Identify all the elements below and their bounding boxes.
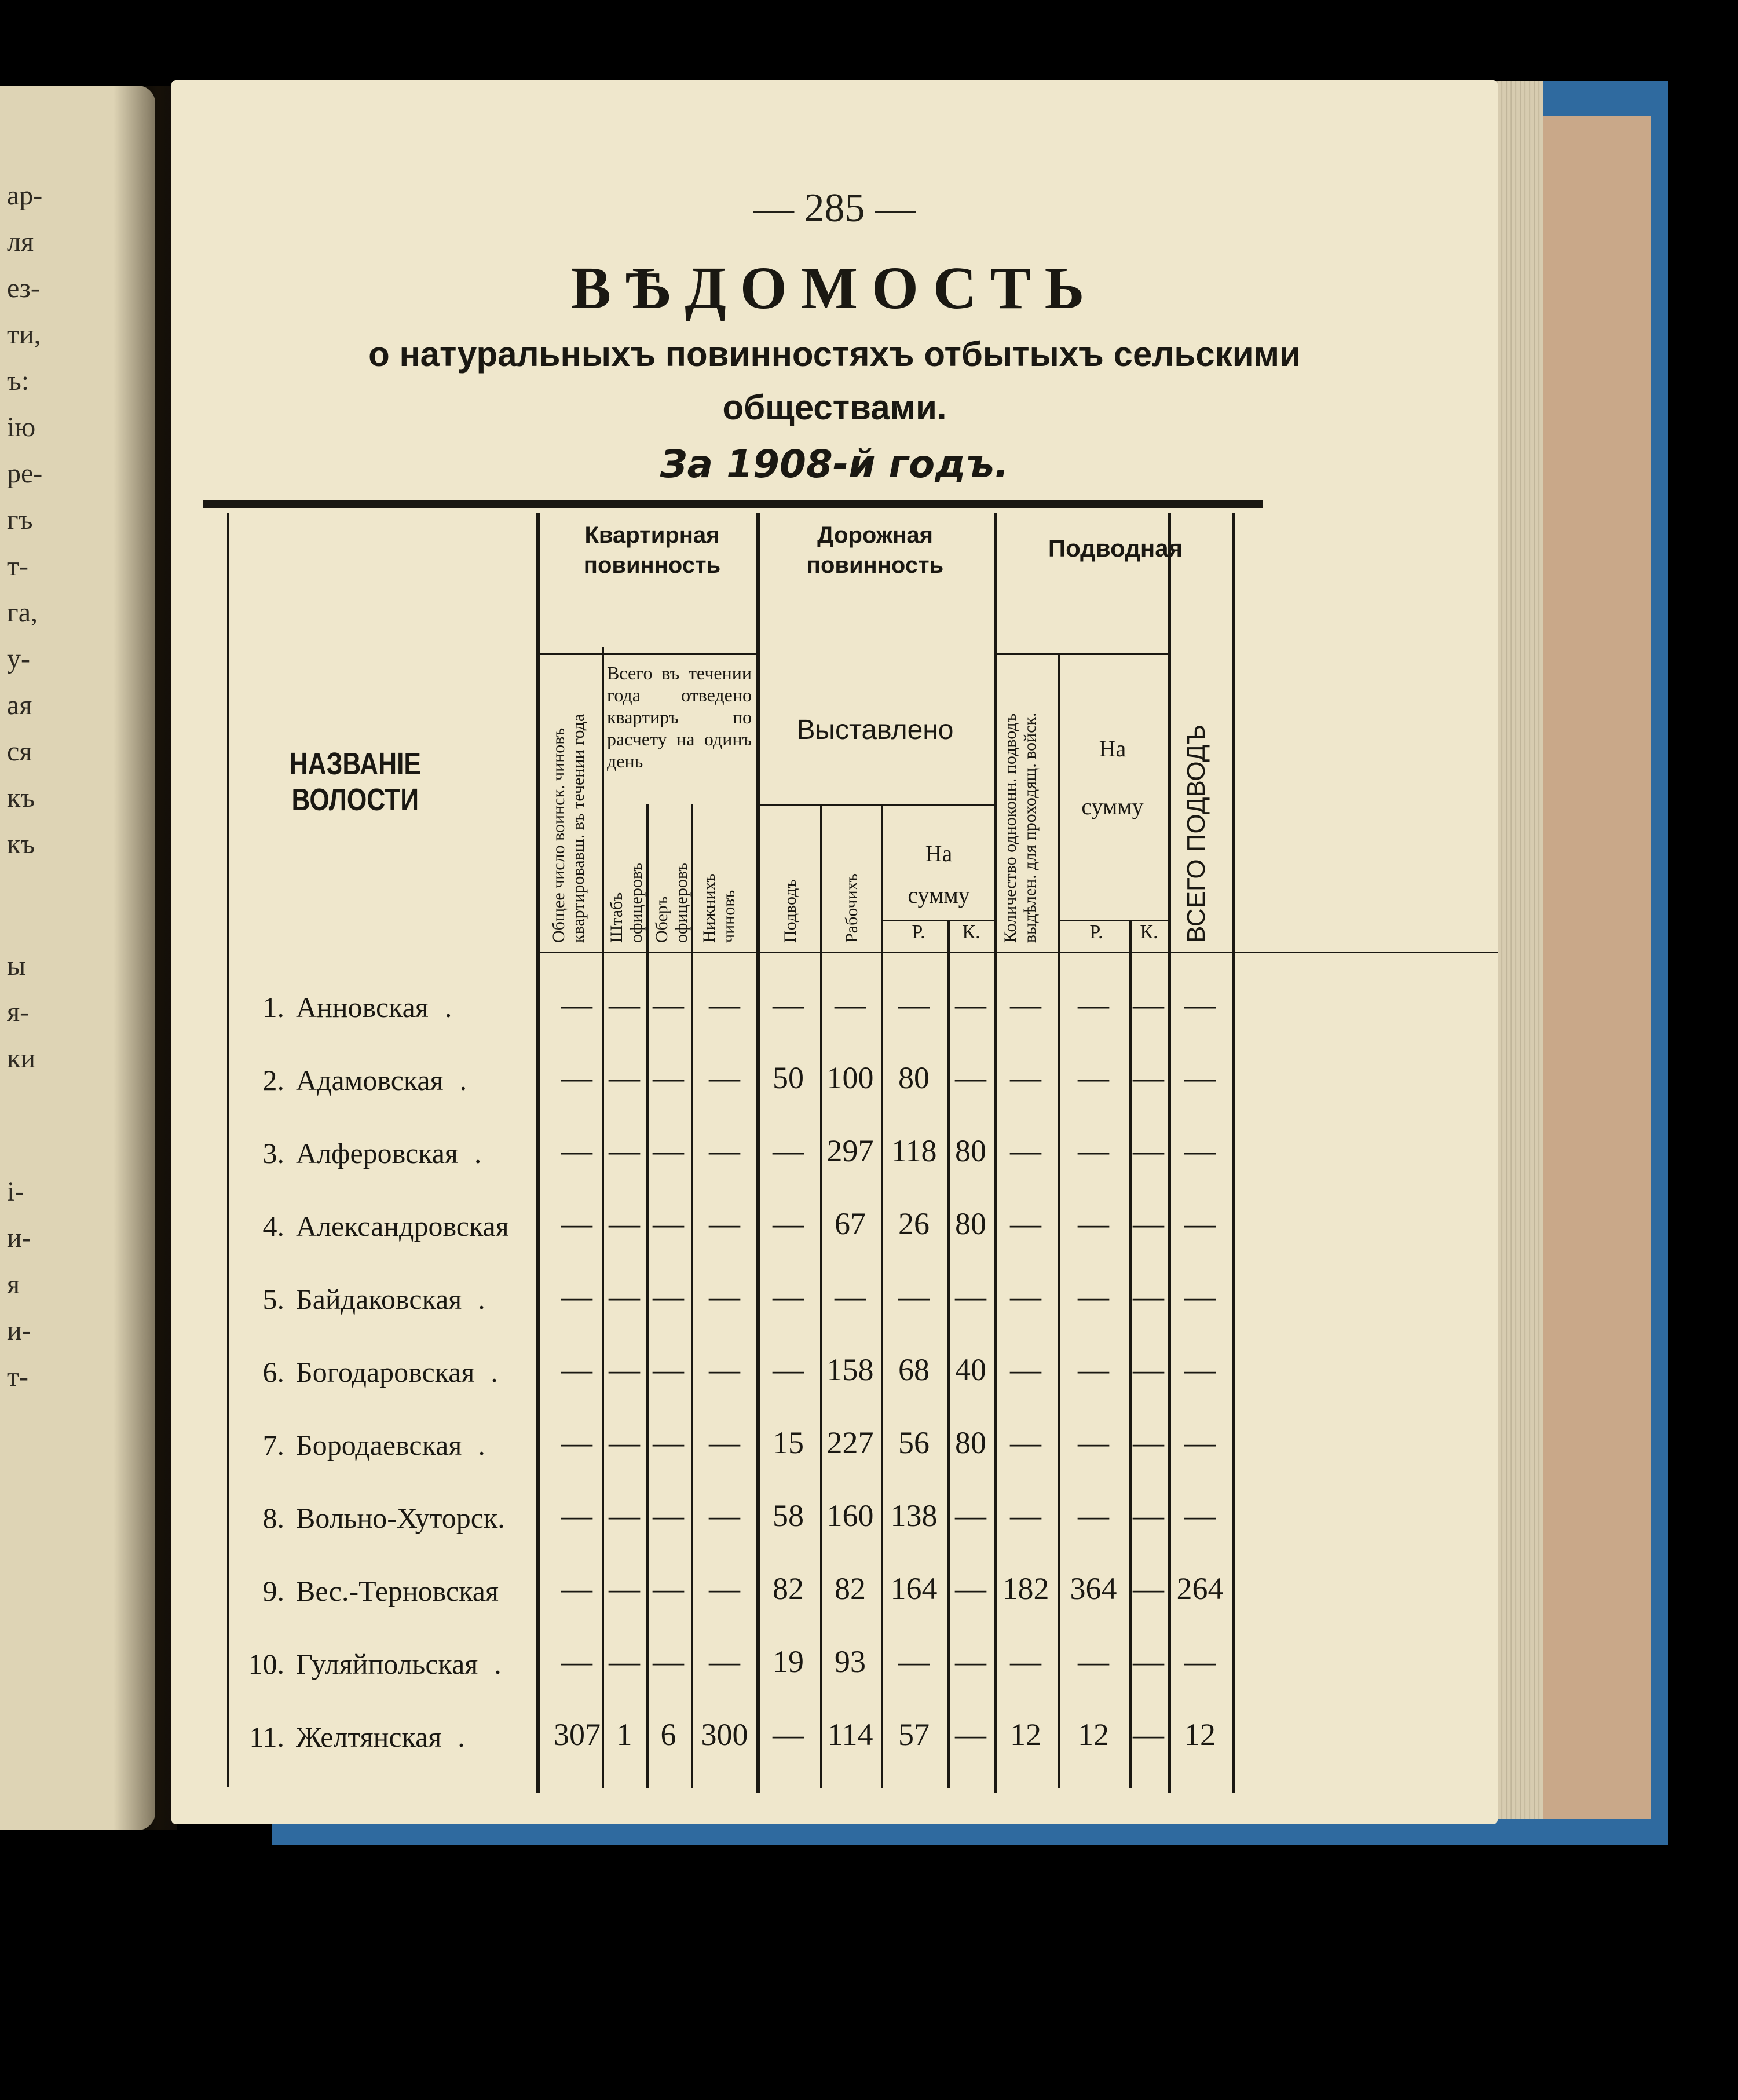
table-cell: — bbox=[561, 1644, 592, 1679]
grid-line bbox=[536, 952, 1498, 953]
row-volost-name: Адамовская bbox=[296, 1064, 444, 1096]
table-cell: 12 bbox=[1184, 1717, 1216, 1752]
table-cell: 80 bbox=[955, 1206, 986, 1241]
table-cell: — bbox=[1078, 1060, 1109, 1095]
header-rub-road: Р. bbox=[912, 921, 925, 943]
table-cell: — bbox=[1133, 1133, 1164, 1168]
row-dots: . bbox=[459, 1064, 467, 1096]
row-dots: . bbox=[474, 1137, 482, 1169]
document-title: ВѢДОМОСТЬ bbox=[570, 255, 1099, 321]
table-cell: — bbox=[653, 1571, 684, 1606]
table-cell: 58 bbox=[773, 1498, 804, 1533]
table-cell: — bbox=[835, 987, 866, 1022]
header-podvod: Подводъ bbox=[781, 879, 800, 943]
table-cell: 307 bbox=[554, 1717, 601, 1752]
header-rub-podvod: Р. bbox=[1089, 921, 1103, 943]
table-cell: — bbox=[609, 1425, 640, 1460]
table-cell: 80 bbox=[898, 1060, 930, 1095]
header-kop-road: К. bbox=[962, 921, 980, 943]
table-row-name bbox=[229, 1136, 481, 1170]
header-rabochikh: Рабочихъ bbox=[842, 873, 861, 943]
grid-line bbox=[756, 513, 760, 1793]
left-page-fragment: ки bbox=[7, 1043, 36, 1074]
table-cell: — bbox=[773, 1279, 804, 1314]
table-cell: — bbox=[955, 987, 986, 1022]
left-page-fragment: къ bbox=[7, 782, 35, 813]
table-row-name bbox=[229, 990, 452, 1024]
row-number: 6. bbox=[262, 1356, 284, 1388]
row-volost-name: Желтянская bbox=[296, 1721, 442, 1753]
table-row-name bbox=[229, 1428, 485, 1462]
page-number: — 285 — bbox=[753, 186, 916, 231]
grid-line bbox=[994, 653, 1168, 655]
table-cell: — bbox=[1010, 987, 1041, 1022]
table-cell: — bbox=[1010, 1498, 1041, 1533]
table-cell: — bbox=[609, 1206, 640, 1241]
table-cell: 227 bbox=[826, 1425, 874, 1460]
table-cell: — bbox=[709, 1352, 740, 1387]
left-page-fragment: т- bbox=[7, 551, 28, 581]
table-cell: — bbox=[955, 1571, 986, 1606]
table-cell: — bbox=[1078, 1279, 1109, 1314]
row-number: 3. bbox=[262, 1137, 284, 1169]
table-cell: 100 bbox=[826, 1060, 874, 1095]
table-cell: — bbox=[561, 1206, 592, 1241]
table-cell: — bbox=[1078, 1425, 1109, 1460]
left-page-fragment: ре- bbox=[7, 458, 43, 489]
table-row-name bbox=[229, 1282, 485, 1316]
left-page-fragment: къ bbox=[7, 829, 35, 859]
row-dots: . bbox=[491, 1356, 498, 1388]
table-cell: — bbox=[1184, 1498, 1216, 1533]
table-cell: — bbox=[609, 1060, 640, 1095]
row-number: 9. bbox=[262, 1575, 284, 1607]
table-cell: 40 bbox=[955, 1352, 986, 1387]
grid-line bbox=[947, 920, 950, 1788]
table-cell: — bbox=[1078, 987, 1109, 1022]
header-kop-podvod: К. bbox=[1140, 921, 1158, 943]
table-row-name bbox=[229, 1720, 465, 1754]
table-cell: — bbox=[955, 1498, 986, 1533]
table-cell: — bbox=[709, 987, 740, 1022]
header-na-summu-road: На сумму bbox=[908, 840, 970, 908]
table-cell: — bbox=[609, 1352, 640, 1387]
table-cell: — bbox=[773, 1133, 804, 1168]
table-cell: — bbox=[1184, 1644, 1216, 1679]
row-number: 11. bbox=[249, 1721, 284, 1753]
left-page-fragment: у- bbox=[7, 643, 30, 674]
table-cell: — bbox=[709, 1425, 740, 1460]
left-page-fragment: і- bbox=[7, 1176, 24, 1207]
header-dorozhnaya: Дорожная повинность bbox=[806, 522, 944, 578]
table-cell: 67 bbox=[835, 1206, 866, 1241]
table-row-name bbox=[229, 1209, 525, 1243]
table-cell: — bbox=[1078, 1352, 1109, 1387]
table-cell: — bbox=[1010, 1425, 1041, 1460]
left-page-fragment: ы bbox=[7, 950, 26, 981]
row-dots: . bbox=[458, 1721, 465, 1753]
table-cell: 297 bbox=[826, 1133, 874, 1168]
left-page-fragment: и- bbox=[7, 1223, 31, 1253]
table-cell: — bbox=[1010, 1352, 1041, 1387]
table-cell: — bbox=[1078, 1644, 1109, 1679]
document-subtitle: о натуральныхъ повинностяхъ отбытыхъ сельскими обществами. bbox=[368, 335, 1301, 427]
table-cell: 12 bbox=[1078, 1717, 1109, 1752]
left-page-fragment: ая bbox=[7, 690, 32, 720]
table-cell: — bbox=[561, 1352, 592, 1387]
table-cell: — bbox=[561, 1498, 592, 1533]
table-row-name bbox=[229, 1647, 502, 1681]
row-volost-name: Богодаровская bbox=[296, 1356, 475, 1388]
table-cell: — bbox=[709, 1571, 740, 1606]
table-cell: — bbox=[1133, 1060, 1164, 1095]
table-cell: — bbox=[561, 1133, 592, 1168]
table-cell: — bbox=[1133, 1644, 1164, 1679]
left-page-fragment: ся bbox=[7, 736, 32, 767]
table-cell: — bbox=[1010, 1279, 1041, 1314]
table-cell: — bbox=[653, 1498, 684, 1533]
header-nizhnikh: Нижнихъ чиновъ bbox=[700, 873, 738, 943]
table-cell: — bbox=[835, 1279, 866, 1314]
table-cell: 26 bbox=[898, 1206, 930, 1241]
table-cell: 6 bbox=[660, 1717, 676, 1752]
table-cell: — bbox=[1078, 1206, 1109, 1241]
table-cell: — bbox=[653, 1352, 684, 1387]
table-cell: 160 bbox=[826, 1498, 874, 1533]
table-cell: — bbox=[653, 1133, 684, 1168]
table-cell: — bbox=[955, 1279, 986, 1314]
header-vsego-podvod: ВСЕГО ПОДВОДЪ bbox=[1182, 724, 1210, 943]
table-cell: 12 bbox=[1010, 1717, 1041, 1752]
table-cell: — bbox=[709, 1644, 740, 1679]
header-ober: Оберъ офицеровъ bbox=[652, 862, 691, 943]
table-cell: 93 bbox=[835, 1644, 866, 1679]
table-cell: — bbox=[609, 987, 640, 1022]
left-page-fragment: т- bbox=[7, 1362, 28, 1392]
table-cell: 114 bbox=[827, 1717, 873, 1752]
table-cell: — bbox=[709, 1279, 740, 1314]
table-cell: — bbox=[1133, 1717, 1164, 1752]
table-cell: — bbox=[1184, 1352, 1216, 1387]
table-cell: — bbox=[653, 987, 684, 1022]
left-page-fragment: ез- bbox=[7, 273, 40, 303]
table-cell: — bbox=[653, 1425, 684, 1460]
grid-line bbox=[1058, 653, 1060, 1788]
row-dots: . bbox=[494, 1648, 502, 1680]
row-volost-name: Бородаевская bbox=[296, 1429, 462, 1461]
gutter-shadow bbox=[114, 86, 177, 1830]
table-cell: 364 bbox=[1070, 1571, 1117, 1606]
table-cell: — bbox=[1133, 1498, 1164, 1533]
grid-line bbox=[536, 653, 756, 655]
table-cell: — bbox=[609, 1571, 640, 1606]
table-cell: 300 bbox=[701, 1717, 748, 1752]
left-page-fragment: я- bbox=[7, 997, 30, 1027]
row-number: 1. bbox=[262, 991, 284, 1023]
row-volost-name: Алферовская bbox=[296, 1137, 458, 1169]
table-cell: 50 bbox=[773, 1060, 804, 1095]
table-cell: 264 bbox=[1176, 1571, 1224, 1606]
row-number: 4. bbox=[262, 1210, 284, 1242]
grid-line bbox=[756, 804, 994, 806]
table-cell: — bbox=[1010, 1060, 1041, 1095]
left-page-fragment: ти, bbox=[7, 319, 41, 350]
row-volost-name: Анновская bbox=[296, 991, 429, 1023]
header-na-summu-podvod: На сумму bbox=[1081, 736, 1144, 819]
table-row-name bbox=[229, 1355, 498, 1389]
table-cell: 68 bbox=[898, 1352, 930, 1387]
table-cell: — bbox=[609, 1644, 640, 1679]
table-cell: 15 bbox=[773, 1425, 804, 1460]
header-podvodnaya: Подводная bbox=[1048, 535, 1183, 562]
table-cell: — bbox=[1184, 1133, 1216, 1168]
document-year: За 1908-й годъ. bbox=[660, 442, 1009, 486]
row-volost-name: Вес.-Терновская bbox=[296, 1575, 499, 1607]
table-cell: — bbox=[1133, 1206, 1164, 1241]
row-volost-name: Гуляйпольская bbox=[296, 1648, 478, 1680]
table-cell: — bbox=[955, 1717, 986, 1752]
table-cell: — bbox=[653, 1644, 684, 1679]
table-row-name bbox=[229, 1063, 467, 1097]
left-page-fragment: ъ: bbox=[7, 365, 30, 396]
grid-line bbox=[1232, 513, 1235, 1793]
table-cell: 19 bbox=[773, 1644, 804, 1679]
table-cell: 182 bbox=[1002, 1571, 1049, 1606]
table-cell: — bbox=[1010, 1644, 1041, 1679]
table-cell: — bbox=[653, 1279, 684, 1314]
table-cell: 56 bbox=[898, 1425, 930, 1460]
header-kvartirnaya: Квартирная повинность bbox=[583, 522, 721, 578]
table-cell: 57 bbox=[898, 1717, 930, 1752]
table-cell: — bbox=[561, 1279, 592, 1314]
table-cell: — bbox=[1184, 1425, 1216, 1460]
row-dots: . bbox=[478, 1283, 485, 1315]
row-number: 2. bbox=[262, 1064, 284, 1096]
left-page-fragment: га, bbox=[7, 597, 38, 628]
table-cell: — bbox=[1078, 1133, 1109, 1168]
table-cell: — bbox=[898, 1279, 930, 1314]
left-page-fragment: гъ bbox=[7, 504, 33, 535]
table-cell: — bbox=[561, 987, 592, 1022]
table-cell: — bbox=[1184, 1279, 1216, 1314]
table-cell: — bbox=[898, 1644, 930, 1679]
ledger-table bbox=[171, 80, 1498, 1824]
table-cell: — bbox=[773, 1206, 804, 1241]
header-name-column: НАЗВАНІЕ ВОЛОСТИ bbox=[289, 747, 421, 817]
table-cell: — bbox=[1010, 1206, 1041, 1241]
table-cell: — bbox=[1184, 987, 1216, 1022]
table-cell: 118 bbox=[891, 1133, 937, 1168]
table-cell: 158 bbox=[826, 1352, 874, 1387]
table-cell: — bbox=[561, 1571, 592, 1606]
row-number: 7. bbox=[262, 1429, 284, 1461]
row-dots: . bbox=[478, 1429, 485, 1461]
table-cell: — bbox=[709, 1060, 740, 1095]
row-volost-name: Вольно-Хуторск. bbox=[296, 1502, 505, 1534]
left-page-fragment: и- bbox=[7, 1315, 31, 1346]
header-vystavleno: Выставлено bbox=[796, 715, 954, 745]
table-cell: — bbox=[561, 1060, 592, 1095]
left-page-fragment: ля bbox=[7, 226, 34, 257]
table-cell: — bbox=[709, 1498, 740, 1533]
table-cell: — bbox=[653, 1060, 684, 1095]
table-cell: — bbox=[1010, 1133, 1041, 1168]
table-row-name bbox=[229, 1501, 521, 1535]
right-page bbox=[171, 80, 1498, 1824]
table-cell: 80 bbox=[955, 1133, 986, 1168]
table-cell: — bbox=[1184, 1206, 1216, 1241]
row-volost-name: Байдаковская bbox=[296, 1283, 462, 1315]
table-cell: — bbox=[1184, 1060, 1216, 1095]
table-cell: — bbox=[898, 987, 930, 1022]
table-cell: — bbox=[1133, 1279, 1164, 1314]
left-page-fragment: ію bbox=[7, 412, 36, 442]
table-cell: — bbox=[1133, 1352, 1164, 1387]
table-cell: 82 bbox=[835, 1571, 866, 1606]
table-cell: 138 bbox=[890, 1498, 938, 1533]
table-cell: — bbox=[1133, 1425, 1164, 1460]
header-shtab: Штабъ офицеровъ bbox=[607, 862, 646, 943]
table-cell: — bbox=[709, 1206, 740, 1241]
table-cell: 1 bbox=[616, 1717, 632, 1752]
table-row-name bbox=[229, 1574, 515, 1608]
table-cell: — bbox=[561, 1425, 592, 1460]
grid-line bbox=[536, 513, 540, 1793]
table-cell: — bbox=[609, 1279, 640, 1314]
row-number: 10. bbox=[248, 1648, 284, 1680]
row-dots: . bbox=[444, 991, 452, 1023]
table-cell: — bbox=[773, 1352, 804, 1387]
table-cell: — bbox=[955, 1644, 986, 1679]
row-volost-name: Александровская bbox=[296, 1210, 509, 1242]
header-kolichestvo: Количество одноконн. подводъ выдѣлен. для проходящ. войск. bbox=[1001, 712, 1040, 943]
table-cell: — bbox=[1078, 1498, 1109, 1533]
header-kvartir-total: Всего въ течении года отведено квартиръ по расчету на одинъ день bbox=[607, 663, 752, 771]
table-cell: — bbox=[653, 1206, 684, 1241]
grid-line bbox=[602, 647, 604, 1788]
left-page-fragment: я bbox=[7, 1269, 20, 1300]
table-cell: — bbox=[709, 1133, 740, 1168]
table-cell: 80 bbox=[955, 1425, 986, 1460]
table-cell: — bbox=[773, 987, 804, 1022]
header-total-officers: Общее число воинск. чиновъ квартировавш. въ течении года bbox=[549, 714, 588, 943]
row-number: 5. bbox=[262, 1283, 284, 1315]
table-cell: — bbox=[955, 1060, 986, 1095]
left-page-fragment: ар- bbox=[7, 180, 43, 211]
table-cell: — bbox=[773, 1717, 804, 1752]
table-cell: 164 bbox=[890, 1571, 938, 1606]
table-cell: — bbox=[609, 1133, 640, 1168]
table-cell: — bbox=[1133, 1571, 1164, 1606]
row-number: 8. bbox=[262, 1502, 284, 1534]
table-cell: 82 bbox=[773, 1571, 804, 1606]
table-cell: — bbox=[609, 1498, 640, 1533]
book-endpaper bbox=[1541, 116, 1651, 1819]
table-cell: — bbox=[1133, 987, 1164, 1022]
